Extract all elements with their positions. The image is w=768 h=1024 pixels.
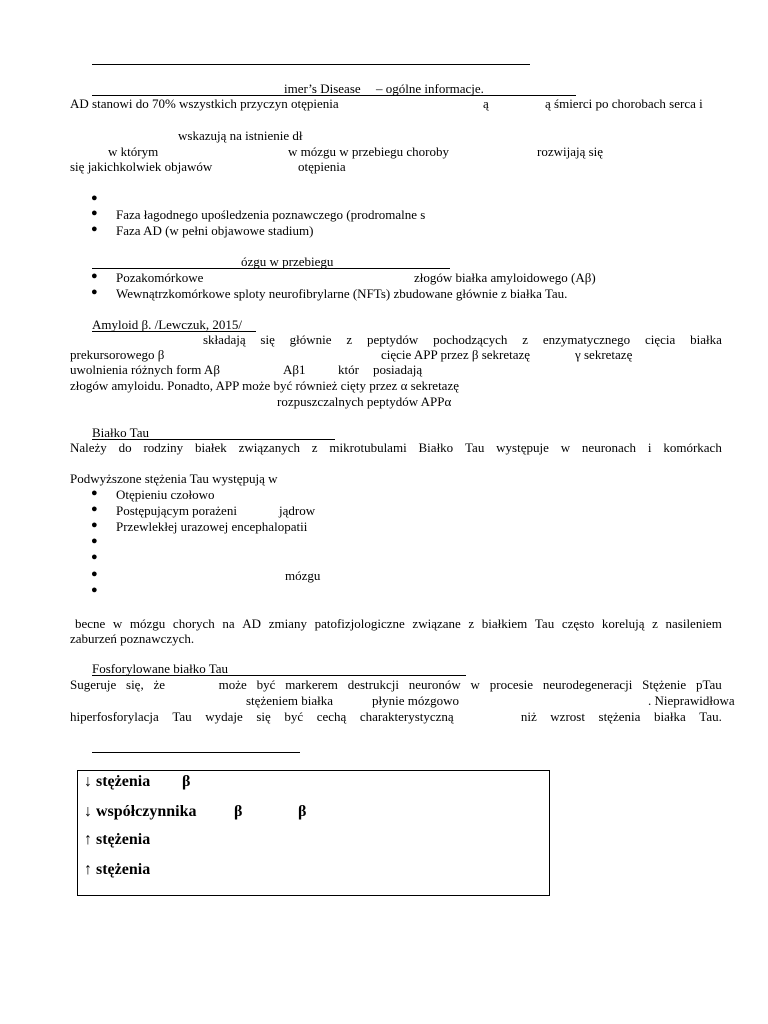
ptau-heading: Fosforylowane białko Tau <box>92 661 466 676</box>
section-title <box>92 81 576 96</box>
bullet-icon: ● <box>91 192 98 204</box>
bullet-icon: ● <box>91 286 98 298</box>
ptau-line-1: Sugeruje się, że może być markerem destrukcji neuronów w procesie neurodegeneracji Stężenie pTau <box>70 677 722 692</box>
ptau-line-2a: stężeniem białka <box>246 693 333 708</box>
bullet-icon: ● <box>91 487 98 499</box>
intro-line-1a: AD stanowi do 70% wszystkich przyczyn otępienia <box>70 96 339 111</box>
bullet-icon: ● <box>91 519 98 531</box>
box-line-3: ↑ stężenia <box>84 831 151 848</box>
top-rule <box>92 64 530 65</box>
tau-elevated-intro: Podwyższone stężenia Tau występują w <box>70 471 278 486</box>
box-heading-rule <box>92 752 300 753</box>
amyloid-line-2b: cięcie APP przez β sekretazę <box>381 347 531 362</box>
intro-line-1c: ą śmierci po chorobach serca i <box>545 96 703 111</box>
tau-line-1: Należy do rodziny białek związanych z mikrotubulami Białko Tau występuje w neuronach i komórkach <box>70 440 722 455</box>
amyloid-line-3c: któr <box>338 362 359 377</box>
intro-line-3b: w mózgu w przebiegu choroby <box>288 144 450 159</box>
amyloid-line-4: złogów amyloidu. Ponadto, APP może być również cięty przez α sekretazę <box>70 378 459 393</box>
intro-line-1b: ą <box>483 96 489 111</box>
tau-paragraph-line-1: becne w mózgu chorych na AD zmiany patofizjologiczne związane z białkiem Tau często korelują z nasileniem <box>75 616 722 631</box>
box-line-2: ↓ współczynnika β β <box>84 803 307 820</box>
ptau-line-2b: płynie mózgowo <box>372 693 460 708</box>
bullet-icon: ● <box>91 503 98 515</box>
bullet-icon: ● <box>91 584 98 596</box>
amyloid-line-3d: posiadają <box>373 362 423 377</box>
amyloid-line-2a: prekursorowego β <box>70 347 165 362</box>
intro-line-4a: się jakichkolwiek objawów <box>70 159 213 174</box>
intro-line-2: wskazują na istnienie dł <box>178 128 303 143</box>
amyloid-line-2c: γ sekretazę <box>575 347 633 362</box>
amyloid-line-3b: Aβ1 <box>283 362 306 377</box>
intro-line-3c: rozwijają się <box>537 144 604 159</box>
ptau-line-3: hiperfosforylacja Tau wydaje się być cechą charakterystyczną niż wzrost stężenia białka Tau. <box>70 709 722 724</box>
box-line-4: ↑ stężenia <box>84 861 151 878</box>
bullet-icon: ● <box>91 535 98 547</box>
amyloid-line-1: składają się głównie z peptydów pochodzących z enzymatycznego cięcia białka <box>203 332 722 347</box>
bullet-icon: ● <box>91 551 98 563</box>
biomarker-box <box>77 770 550 896</box>
bullet-icon: ● <box>91 223 98 235</box>
bullet-icon: ● <box>91 207 98 219</box>
intro-line-4b: otępienia <box>298 159 346 174</box>
bullet-icon: ● <box>91 270 98 282</box>
intro-line-3a: w którym <box>108 144 159 159</box>
title-dash: – ogólne informacje. <box>376 81 484 96</box>
title-fragment: imer’s Disease <box>284 81 361 96</box>
box-line-1: ↓ stężenia β <box>84 773 191 790</box>
amyloid-line-3a: uwolnienia różnych form Aβ <box>70 362 220 377</box>
ptau-line-2c: . Nieprawidłowa <box>648 693 735 708</box>
tau-paragraph-line-2: zaburzeń poznawczych. <box>70 631 195 646</box>
amyloid-line-5: rozpuszczalnych peptydów APPα <box>277 394 452 409</box>
tau-heading: Białko Tau <box>92 425 335 440</box>
bullet-icon: ● <box>91 568 98 580</box>
brain-heading: ózgu w przebiegu <box>92 254 450 269</box>
amyloid-heading: Amyloid β. /Lewczuk, 2015/ <box>92 317 256 332</box>
